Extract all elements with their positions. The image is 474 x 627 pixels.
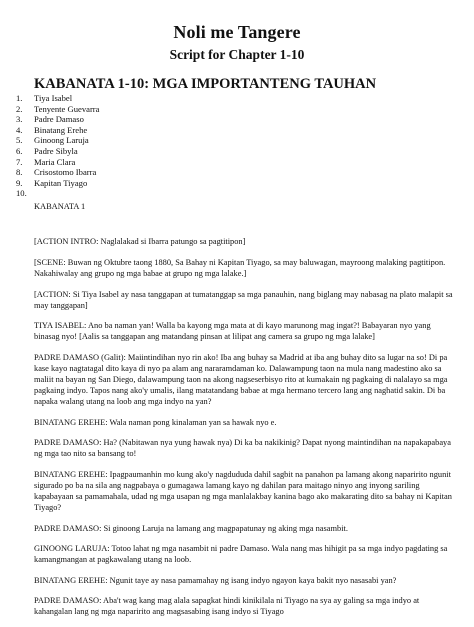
list-item (16, 188, 100, 199)
list-item (16, 104, 100, 115)
character-name: Maria Clara (34, 156, 76, 167)
character-name: Kapitan Tiyago (34, 177, 88, 188)
character-name: Binatang Erehe (34, 124, 88, 135)
list-number: 10. (16, 188, 27, 199)
list-number: 3. (16, 114, 23, 125)
section-heading: KABANATA 1-10: MGA IMPORTANTENG TAUHAN (34, 76, 377, 92)
list-number: 5. (16, 135, 23, 146)
dialogue-paragraph: GINOONG LARUJA: Totoo lahat ng mga nasambit ni padre Damaso. Wala nang mas hihigit pa sa mga indyo pagdating sa kamangmangan at pagkawalang utang na loob. (34, 544, 448, 565)
dialogue-paragraph: PADRE DAMASO: Si ginoong Laruja na lamang ang magpapatunay ng aking mga nasambit. (34, 523, 348, 533)
list-item (16, 178, 100, 189)
list-number: 9. (16, 177, 23, 188)
list-number: 7. (16, 156, 23, 167)
character-list (16, 93, 100, 199)
list-item (16, 125, 100, 136)
list-item (16, 157, 100, 168)
dialogue-paragraph: PADRE DAMASO (Galit): Maiintindihan nyo rin ako! Iba ang buhay sa Madrid at iba ang buhay dito sa lugar na so! Di pa kase kayo nagtatagal dito kaya di nyo pa alam ang nararamdaman ko. Dalawampung taon na mula nang madestino ako sa maliit na bayan ng San Diego, dalawampung taon na akong nagseserbisyo rito at kumakain ng pagkaing di nalalayo sa mga pagkaing indyo. Tapos nang ako'y umalis, ilang matatandang babae at mga hermano tercero lang ang naghatid sakin. Di ba napaka walang utang na loob ang mga indyo na yan? (34, 352, 448, 407)
stage-direction: [ACTION INTRO: Naglalakad si Ibarra patungo sa pagtitipon] (34, 237, 246, 247)
dialogue-paragraph: BINATANG EREHE: Ipagpaumanhin mo kung ako'y nagdududa dahil sagbit na panahon pa lamang akong naparirito ngunit sigurado po ba na sila ang nagpabaya o gumagawa lamang kayo ng dahilan para maitago ninyo ang inyong sariling kapabayaan sa pamamahala, udad ng mga usapan ng mga manlalakbay kanina bago ako makarating dito sa bahay ni Kapitan Tiyago? (34, 469, 452, 513)
list-item (16, 135, 100, 146)
scene-description: [SCENE: Buwan ng Oktubre taong 1880, Sa Bahay ni Kapitan Tiyago, sa may baluwagan, mayroong malaking pagtitipon. Nakahiwalay ang grupo ng mga babae at grupo ng mga lalake.] (34, 258, 446, 279)
character-name: Ginoong Laruja (34, 135, 89, 146)
document-subtitle: Script for Chapter 1-10 (169, 47, 305, 62)
list-item (16, 146, 100, 157)
script-body (34, 201, 454, 627)
stage-direction: [ACTION: Si Tiya Isabel ay nasa tanggapan at tumatanggap sa mga panauhin, nang biglang may nabasag na plato malapit sa may tanggapan] (34, 289, 453, 310)
dialogue-paragraph: BINATANG EREHE: Ngunit taye ay nasa pamamahay ng isang indyo ngayon kaya bakit nyo nasasabi yan? (34, 575, 397, 585)
list-number: 2. (16, 103, 23, 114)
list-number: 4. (16, 124, 23, 135)
character-name: Tiya Isabel (34, 93, 73, 103)
list-number: 8. (16, 167, 23, 178)
character-name: Padre Damaso (34, 114, 84, 125)
chapter-label: KABANATA 1 (34, 202, 86, 211)
list-number: 6. (16, 145, 23, 156)
list-number: 1. (16, 93, 23, 103)
character-name: Crisostomo Ibarra (34, 167, 97, 178)
list-item (16, 167, 100, 178)
dialogue-paragraph: BINATANG EREHE: Wala naman pong kinalaman yan sa hawak nyo e. (34, 417, 277, 427)
dialogue-paragraph: PADRE DAMASO: Ha? (Nabitawan nya yung hawak nya) Di ka ba nakikinig? Dapat nyong maintindihan na napakapabaya ng mga tao nito sa bansang to! (34, 438, 451, 459)
character-name: Tenyente Guevarra (34, 103, 100, 114)
document-title: Noli me Tangere (173, 22, 301, 42)
character-name: Padre Sibyla (34, 145, 78, 156)
dialogue-paragraph: PADRE DAMASO: Aba't wag kang mag alala sapagkat hindi kinikilala ni Tiyago na sya ay galing sa mga indyo at kahangalan lang ng mga naparirito ang magsasabing isang indyo si Tiyago (34, 596, 420, 617)
list-item (16, 93, 100, 104)
list-item (16, 114, 100, 125)
dialogue-paragraph: TIYA ISABEL: Ano ba naman yan! Walla ba kayong mga mata at di kayo marunong mag ingat?! Babayaran nyo yang binasag nyo! [Aalis sa tanggapan ang matandang pinsan at lilipat ang camera sa grupo ng mga lalake] (34, 321, 431, 342)
